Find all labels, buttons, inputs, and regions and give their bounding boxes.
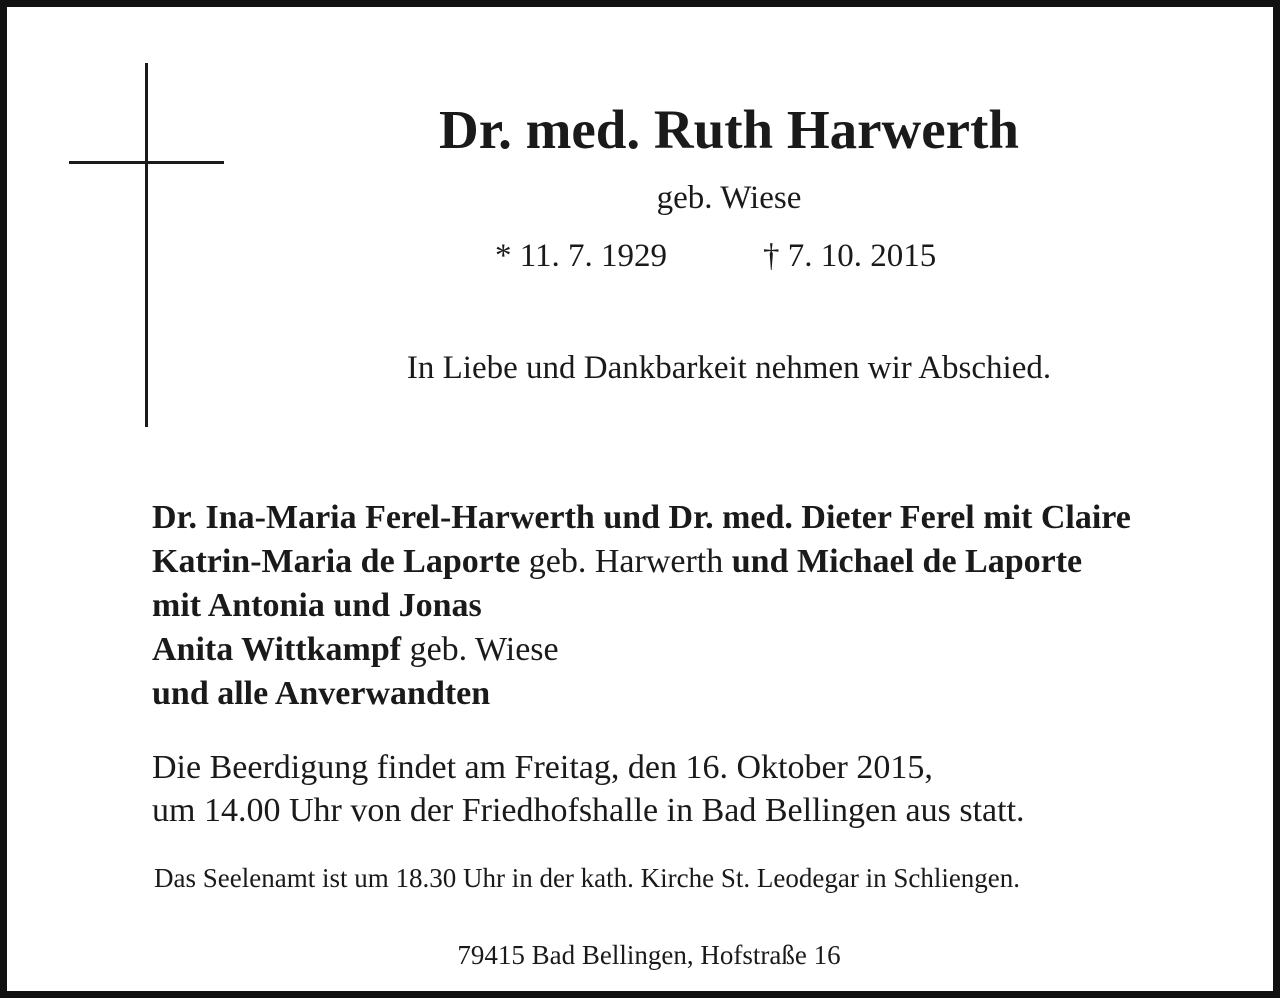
mourner-names: und alle Anverwandten [152, 675, 491, 712]
mourner-names: und Michael de Laporte [731, 543, 1083, 580]
mourner-names: Dr. Ina-Maria Ferel-Harwerth und Dr. med. Dieter Ferel mit Claire [152, 499, 1131, 536]
mourner-maiden-name: geb. Harwerth [520, 543, 732, 580]
mourner-names: mit Antonia und Jonas [152, 587, 482, 624]
cross-icon-bar [69, 161, 224, 164]
maiden-name: geb. Wiese [656, 180, 802, 216]
funeral-info [152, 746, 1025, 832]
death-date: † 7. 10. 2015 [763, 238, 937, 274]
mourner-line [152, 628, 1131, 672]
funeral-info-line: Die Beerdigung findet am Freitag, den 16. Oktober 2015, [152, 749, 933, 786]
mourner-names: Anita Wittkampf [152, 631, 402, 668]
cross-icon [145, 63, 148, 427]
funeral-info-line: um 14.00 Uhr von der Friedhofshalle in Bad Bellingen aus statt. [152, 792, 1025, 829]
deceased-name: Dr. med. Ruth Harwerth [439, 99, 1019, 160]
birth-date: * 11. 7. 1929 [495, 238, 668, 274]
requiem-mass-info: Das Seelenamt ist um 18.30 Uhr in der kath. Kirche St. Leodegar in Schliengen. [154, 863, 1021, 893]
mourner-maiden-name: geb. Wiese [401, 631, 559, 668]
mourning-address: 79415 Bad Bellingen, Hofstraße 16 [457, 940, 841, 970]
mourner-names: Katrin-Maria de Laporte [152, 543, 521, 580]
mourner-line [152, 540, 1131, 584]
mourner-line [152, 496, 1131, 540]
farewell-text: In Liebe und Dankbarkeit nehmen wir Abschied. [406, 350, 1052, 386]
mourner-line [152, 584, 1131, 628]
mourner-line [152, 672, 1131, 716]
mourners-list [152, 496, 1131, 716]
